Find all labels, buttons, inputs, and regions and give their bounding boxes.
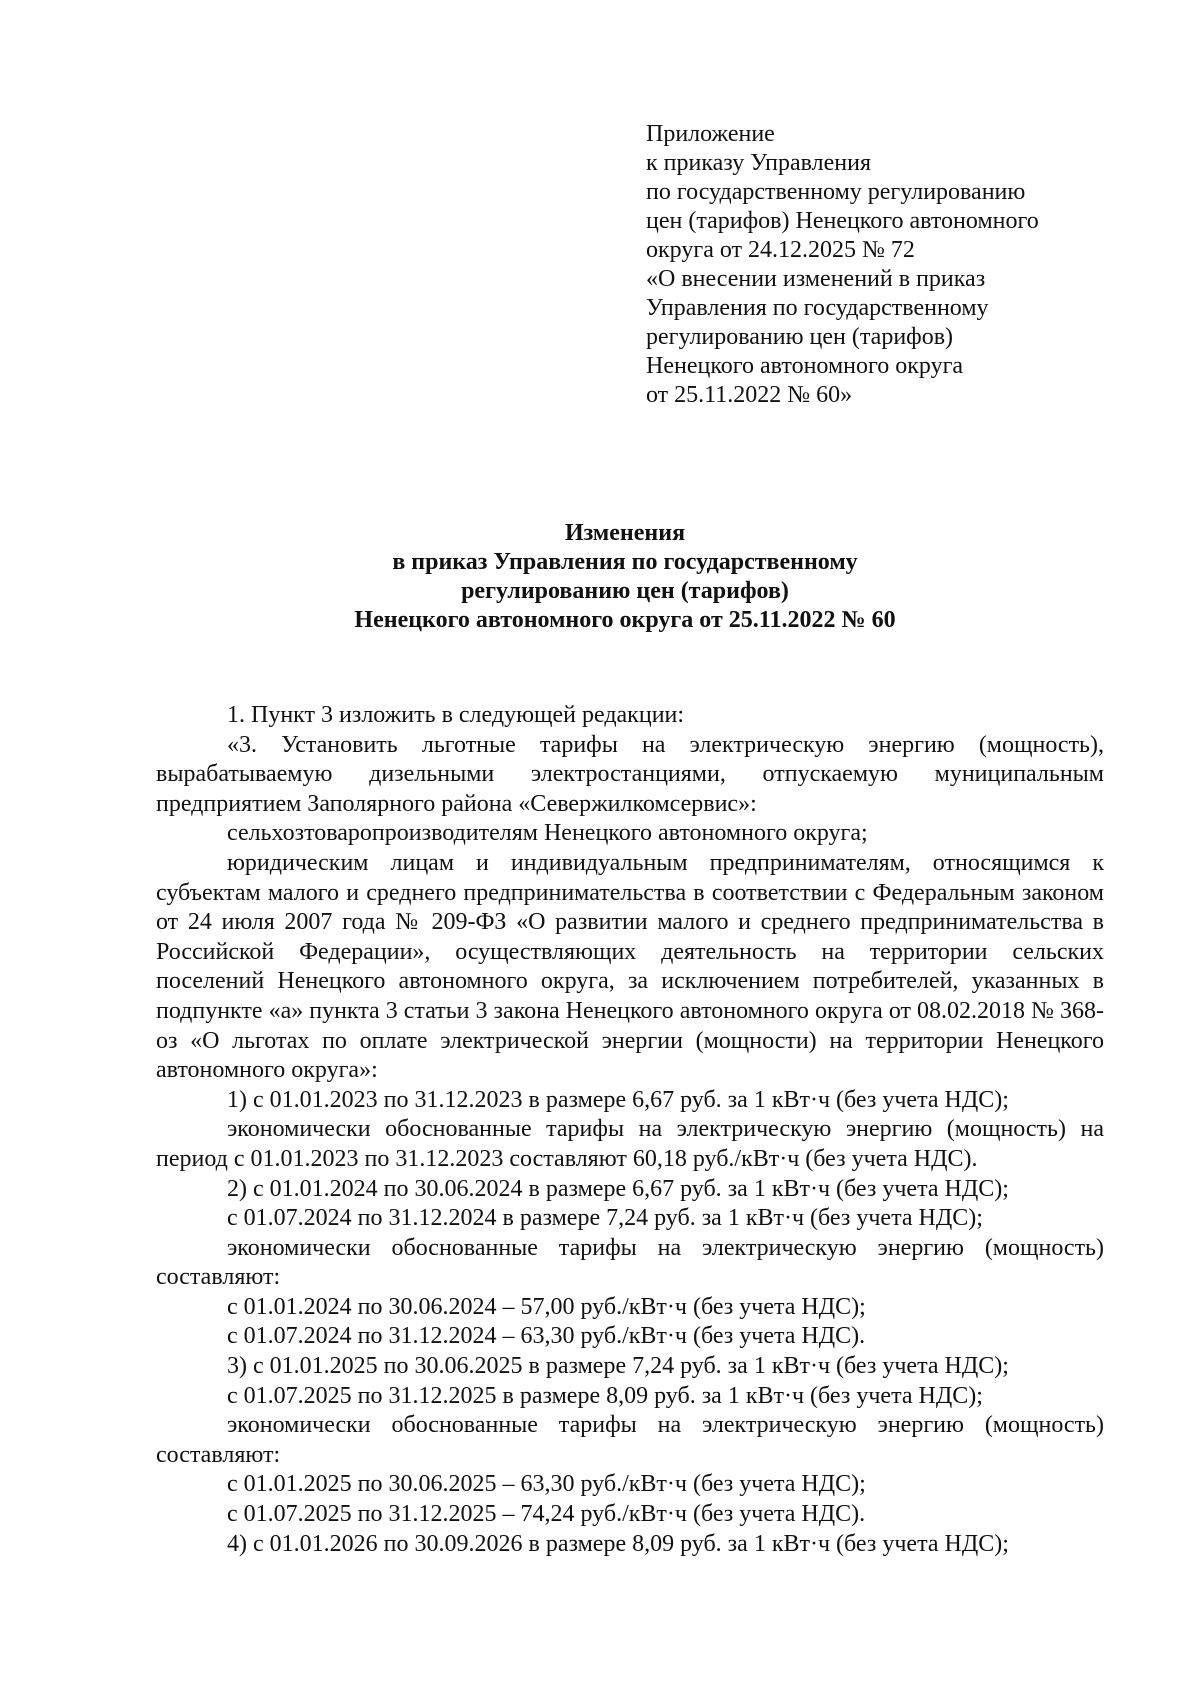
paragraph: с 01.01.2025 по 30.06.2025 – 63,30 руб./кВт·ч (без учета НДС); bbox=[227, 1471, 866, 1498]
document-heading bbox=[150, 519, 1100, 635]
paragraph: 2) с 01.01.2024 по 30.06.2024 в размере 6,67 руб. за 1 кВт·ч (без учета НДС); bbox=[227, 1175, 1009, 1202]
paragraph: с 01.07.2024 по 31.12.2024 – 63,30 руб./кВт·ч (без учета НДС). bbox=[227, 1323, 866, 1350]
appendix-line: цен (тарифов) Ненецкого автономного bbox=[646, 208, 1039, 234]
appendix-line: по государственному регулированию bbox=[646, 179, 1026, 205]
paragraph: 1) с 01.01.2023 по 31.12.2023 в размере 6,67 руб. за 1 кВт·ч (без учета НДС); bbox=[227, 1086, 1009, 1113]
appendix-line: Ненецкого автономного округа bbox=[646, 353, 964, 379]
appendix-line: Приложение bbox=[646, 121, 775, 147]
paragraph: с 01.07.2024 по 31.12.2024 в размере 7,24 руб. за 1 кВт·ч (без учета НДС); bbox=[227, 1205, 983, 1232]
paragraph: «3. Установить льготные тарифы на электрическую энергию (мощность), вырабатываемую дизельными электростанциями, отпускаемую муниципальным предприятием Заполярного района «Севержилкомсервис»: bbox=[156, 731, 1104, 817]
heading-line: в приказ Управления по государственному bbox=[392, 549, 858, 575]
paragraph: экономически обоснованные тарифы на электрическую энергию (мощность) составляют: bbox=[156, 1234, 1104, 1291]
paragraph: с 01.07.2025 по 31.12.2025 – 74,24 руб./кВт·ч (без учета НДС). bbox=[227, 1501, 866, 1528]
appendix-line: от 25.11.2022 № 60» bbox=[646, 382, 853, 408]
heading-line: регулированию цен (тарифов) bbox=[461, 578, 789, 604]
appendix-line: округа от 24.12.2025 № 72 bbox=[646, 237, 915, 263]
document-body bbox=[156, 701, 1104, 1559]
paragraph: с 01.07.2025 по 31.12.2025 в размере 8,09 руб. за 1 кВт·ч (без учета НДС); bbox=[227, 1382, 983, 1409]
paragraph: 4) с 01.01.2026 по 30.09.2026 в размере 8,09 руб. за 1 кВт·ч (без учета НДС); bbox=[227, 1530, 1009, 1557]
heading-line: Изменения bbox=[564, 520, 686, 546]
paragraph: экономически обоснованные тарифы на электрическую энергию (мощность) составляют: bbox=[156, 1412, 1104, 1468]
appendix-line: регулированию цен (тарифов) bbox=[646, 324, 954, 350]
appendix-line: Управления по государственному bbox=[646, 295, 989, 321]
paragraph: 3) с 01.01.2025 по 30.06.2025 в размере 7,24 руб. за 1 кВт·ч (без учета НДС); bbox=[227, 1353, 1009, 1380]
appendix-line: к приказу Управления bbox=[646, 150, 872, 176]
paragraph: юридическим лицам и индивидуальным предпринимателям, относящимся к субъектам малого и среднего предпринимательства в соответствии с Федеральным законом от 24 июля 2007 года № 209-ФЗ «О развитии малого и среднего предпринимательства в Российской Федерации», осуществляющих деятельность на территории сельских поселений Ненецкого автономного округа, за исключением потребителей, указанных в подпункте «а» пункта 3 статьи 3 закона Ненецкого автономного округа от 08.02.2018 № 368-оз «О льготах по оплате электрической энергии (мощности) на территории Ненецкого автономного округа»: bbox=[156, 849, 1104, 1084]
paragraph: 1. Пункт 3 изложить в следующей редакции: bbox=[227, 702, 685, 728]
appendix-line: «О внесении изменений в приказ bbox=[646, 266, 986, 292]
paragraph: с 01.01.2024 по 30.06.2024 – 57,00 руб./кВт·ч (без учета НДС); bbox=[227, 1293, 866, 1320]
heading-line: Ненецкого автономного округа от 25.11.2022 № 60 bbox=[354, 607, 896, 633]
appendix-block bbox=[646, 120, 1146, 410]
paragraph: сельхозтоваропроизводителям Ненецкого автономного округа; bbox=[227, 820, 868, 847]
paragraph: экономически обоснованные тарифы на электрическую энергию (мощность) на период с 01.01.2023 по 31.12.2023 составляют 60,18 руб./кВт·ч (без учета НДС). bbox=[156, 1116, 1104, 1172]
